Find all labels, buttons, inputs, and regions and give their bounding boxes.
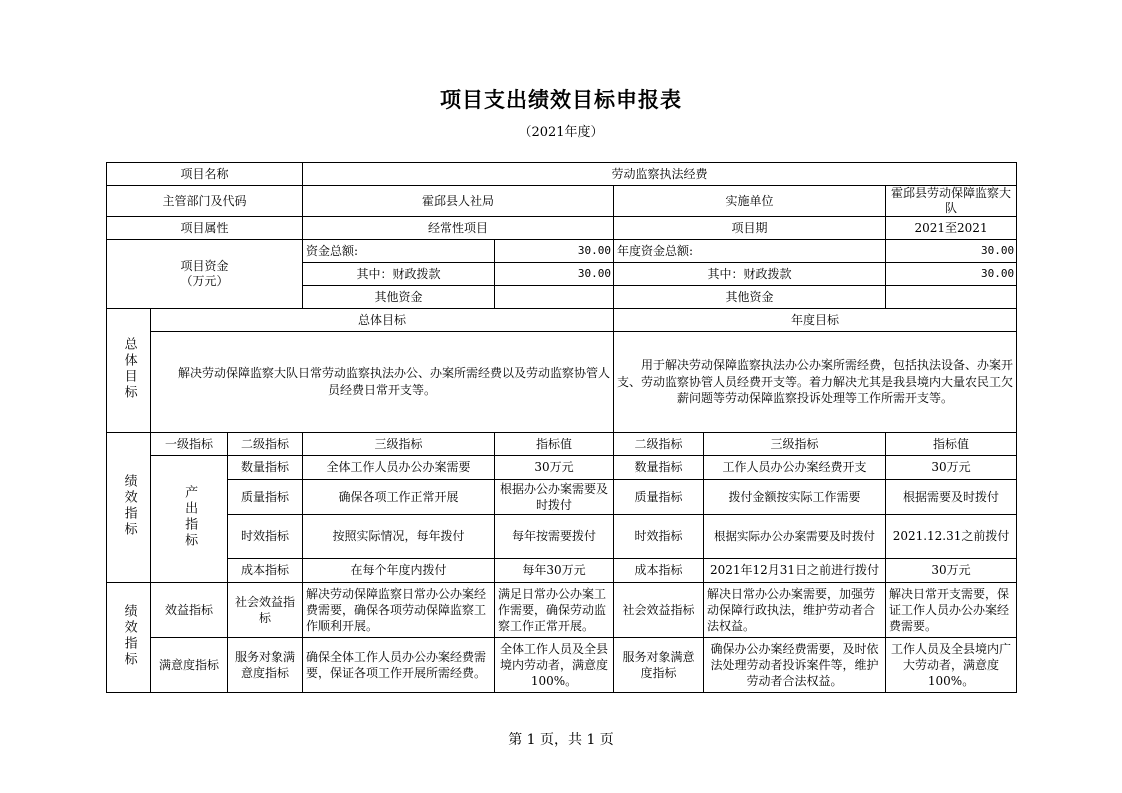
overall-goal-header: 总体目标 bbox=[151, 309, 614, 332]
output-l2: 成本指标 bbox=[228, 559, 303, 583]
output-l2: 时效指标 bbox=[228, 515, 303, 559]
annual-funds-total-value: 30.00 bbox=[886, 240, 1017, 263]
performance-target-table bbox=[106, 162, 1017, 693]
page-footer: 第 1 页，共 1 页 bbox=[508, 732, 614, 748]
header-level3-annual: 三级指标 bbox=[704, 433, 886, 456]
output-l3: 确保各项工作正常开展 bbox=[303, 480, 495, 515]
satisfaction-value-annual: 工作人员及全县境内广大劳动者，满意度100%。 bbox=[886, 638, 1017, 693]
effect-value-annual: 解决日常开支需要，保证工作人员办公办案经费需要。 bbox=[886, 583, 1017, 638]
annual-funds-other-value bbox=[886, 286, 1017, 309]
output-indicator-text: 产出指标 bbox=[182, 485, 198, 549]
impl-unit-value: 霍邱县劳动保障监察大队 bbox=[886, 186, 1017, 217]
indicators2-section-text: 绩效指标 bbox=[121, 603, 137, 668]
project-period-label: 项目期 bbox=[614, 217, 886, 240]
funds-label bbox=[107, 240, 303, 309]
impl-unit-label: 实施单位 bbox=[614, 186, 886, 217]
output-l3-annual: 工作人员办公办案经费开支 bbox=[704, 456, 886, 480]
output-value-annual: 根据需要及时拨付 bbox=[886, 480, 1017, 515]
output-l3-annual: 根据实际办公办案需要及时拨付 bbox=[704, 515, 886, 559]
annual-funds-fiscal-label: 其中：财政拨款 bbox=[614, 263, 886, 286]
output-value: 根据办公办案需要及时拨付 bbox=[495, 480, 614, 515]
indicators-section-label bbox=[107, 433, 151, 583]
dept-label: 主管部门及代码 bbox=[107, 186, 303, 217]
output-l3: 在每个年度内拨付 bbox=[303, 559, 495, 583]
goals-section-label bbox=[107, 309, 151, 433]
header-level1: 一级指标 bbox=[151, 433, 228, 456]
header-level2-annual: 二级指标 bbox=[614, 433, 704, 456]
annual-goal-header: 年度目标 bbox=[614, 309, 1017, 332]
project-name-value: 劳动监察执法经费 bbox=[303, 163, 1017, 186]
annual-funds-total-label: 年度资金总额: bbox=[614, 240, 886, 263]
funds-other-value bbox=[495, 286, 614, 309]
satisfaction-l3: 确保全体工作人员办公办案经费需要，保证各项工作开展所需经费。 bbox=[303, 638, 495, 693]
page-subtitle: （2021年度） bbox=[518, 125, 604, 140]
goals-section-text: 总体目标 bbox=[121, 336, 137, 401]
output-value: 30万元 bbox=[495, 456, 614, 480]
output-value-annual: 30万元 bbox=[886, 456, 1017, 480]
indicators2-section-label bbox=[107, 583, 151, 693]
effect-l2: 社会效益指标 bbox=[228, 583, 303, 638]
funds-fiscal-label: 其中：财政拨款 bbox=[303, 263, 495, 286]
output-l2-annual: 数量指标 bbox=[614, 456, 704, 480]
funds-label-line2: （万元） bbox=[180, 274, 229, 288]
effect-indicator-label: 效益指标 bbox=[151, 583, 228, 638]
indicators-section-text: 绩效指标 bbox=[121, 473, 137, 538]
funds-other-label: 其他资金 bbox=[303, 286, 495, 309]
output-value: 每年按需要拨付 bbox=[495, 515, 614, 559]
header-level3: 三级指标 bbox=[303, 433, 495, 456]
output-l3: 按照实际情况，每年拨付 bbox=[303, 515, 495, 559]
header-value-annual: 指标值 bbox=[886, 433, 1017, 456]
output-l2-annual: 成本指标 bbox=[614, 559, 704, 583]
satisfaction-value: 全体工作人员及全县境内劳动者，满意度100%。 bbox=[495, 638, 614, 693]
output-l3: 全体工作人员办公办案需要 bbox=[303, 456, 495, 480]
effect-l3: 解决劳动保障监察日常办公办案经费需要，确保各项劳动保障监察工作顺利开展。 bbox=[303, 583, 495, 638]
annual-goal-text: 用于解决劳动保障监察执法办公办案所需经费，包括执法设备、办案开支、劳动监察协管人员经费开支等。着力解决尤其是我县境内大量农民工欠薪问题等劳动保障监察投诉处理等工作所需开支等。 bbox=[614, 332, 1017, 433]
output-l2: 数量指标 bbox=[228, 456, 303, 480]
satisfaction-l3-annual: 确保办公办案经费需要，及时依法处理劳动者投诉案件等，维护劳动者合法权益。 bbox=[704, 638, 886, 693]
output-l3-annual: 2021年12月31日之前进行拨付 bbox=[704, 559, 886, 583]
satisfaction-indicator-label: 满意度指标 bbox=[151, 638, 228, 693]
satisfaction-l2: 服务对象满意度指标 bbox=[228, 638, 303, 693]
output-indicator-label bbox=[151, 456, 228, 583]
effect-l3-annual: 解决日常办公办案需要，加强劳动保障行政执法，维护劳动者合法权益。 bbox=[704, 583, 886, 638]
project-period-value: 2021至2021 bbox=[886, 217, 1017, 240]
effect-l2-annual: 社会效益指标 bbox=[614, 583, 704, 638]
project-attr-value: 经常性项目 bbox=[303, 217, 614, 240]
annual-funds-other-label: 其他资金 bbox=[614, 286, 886, 309]
effect-value: 满足日常办公办案工作需要，确保劳动监察工作正常开展。 bbox=[495, 583, 614, 638]
annual-funds-fiscal-value: 30.00 bbox=[886, 263, 1017, 286]
output-value: 每年30万元 bbox=[495, 559, 614, 583]
output-value-annual: 2021.12.31之前拨付 bbox=[886, 515, 1017, 559]
funds-total-label: 资金总额: bbox=[303, 240, 495, 263]
output-l2-annual: 时效指标 bbox=[614, 515, 704, 559]
output-l3-annual: 拨付金额按实际工作需要 bbox=[704, 480, 886, 515]
header-value: 指标值 bbox=[495, 433, 614, 456]
satisfaction-l2-annual: 服务对象满意度指标 bbox=[614, 638, 704, 693]
page-title: 项目支出绩效目标申报表 bbox=[440, 87, 682, 112]
funds-fiscal-value: 30.00 bbox=[495, 263, 614, 286]
output-l2-annual: 质量指标 bbox=[614, 480, 704, 515]
overall-goal-text: 解决劳动保障监察大队日常劳动监察执法办公、办案所需经费以及劳动监察协管人员经费日常开支等。 bbox=[151, 332, 614, 433]
output-value-annual: 30万元 bbox=[886, 559, 1017, 583]
funds-label-line1: 项目资金 bbox=[180, 259, 229, 273]
project-attr-label: 项目属性 bbox=[107, 217, 303, 240]
project-name-label: 项目名称 bbox=[107, 163, 303, 186]
header-level2: 二级指标 bbox=[228, 433, 303, 456]
dept-value: 霍邱县人社局 bbox=[303, 186, 614, 217]
funds-total-value: 30.00 bbox=[495, 240, 614, 263]
output-l2: 质量指标 bbox=[228, 480, 303, 515]
